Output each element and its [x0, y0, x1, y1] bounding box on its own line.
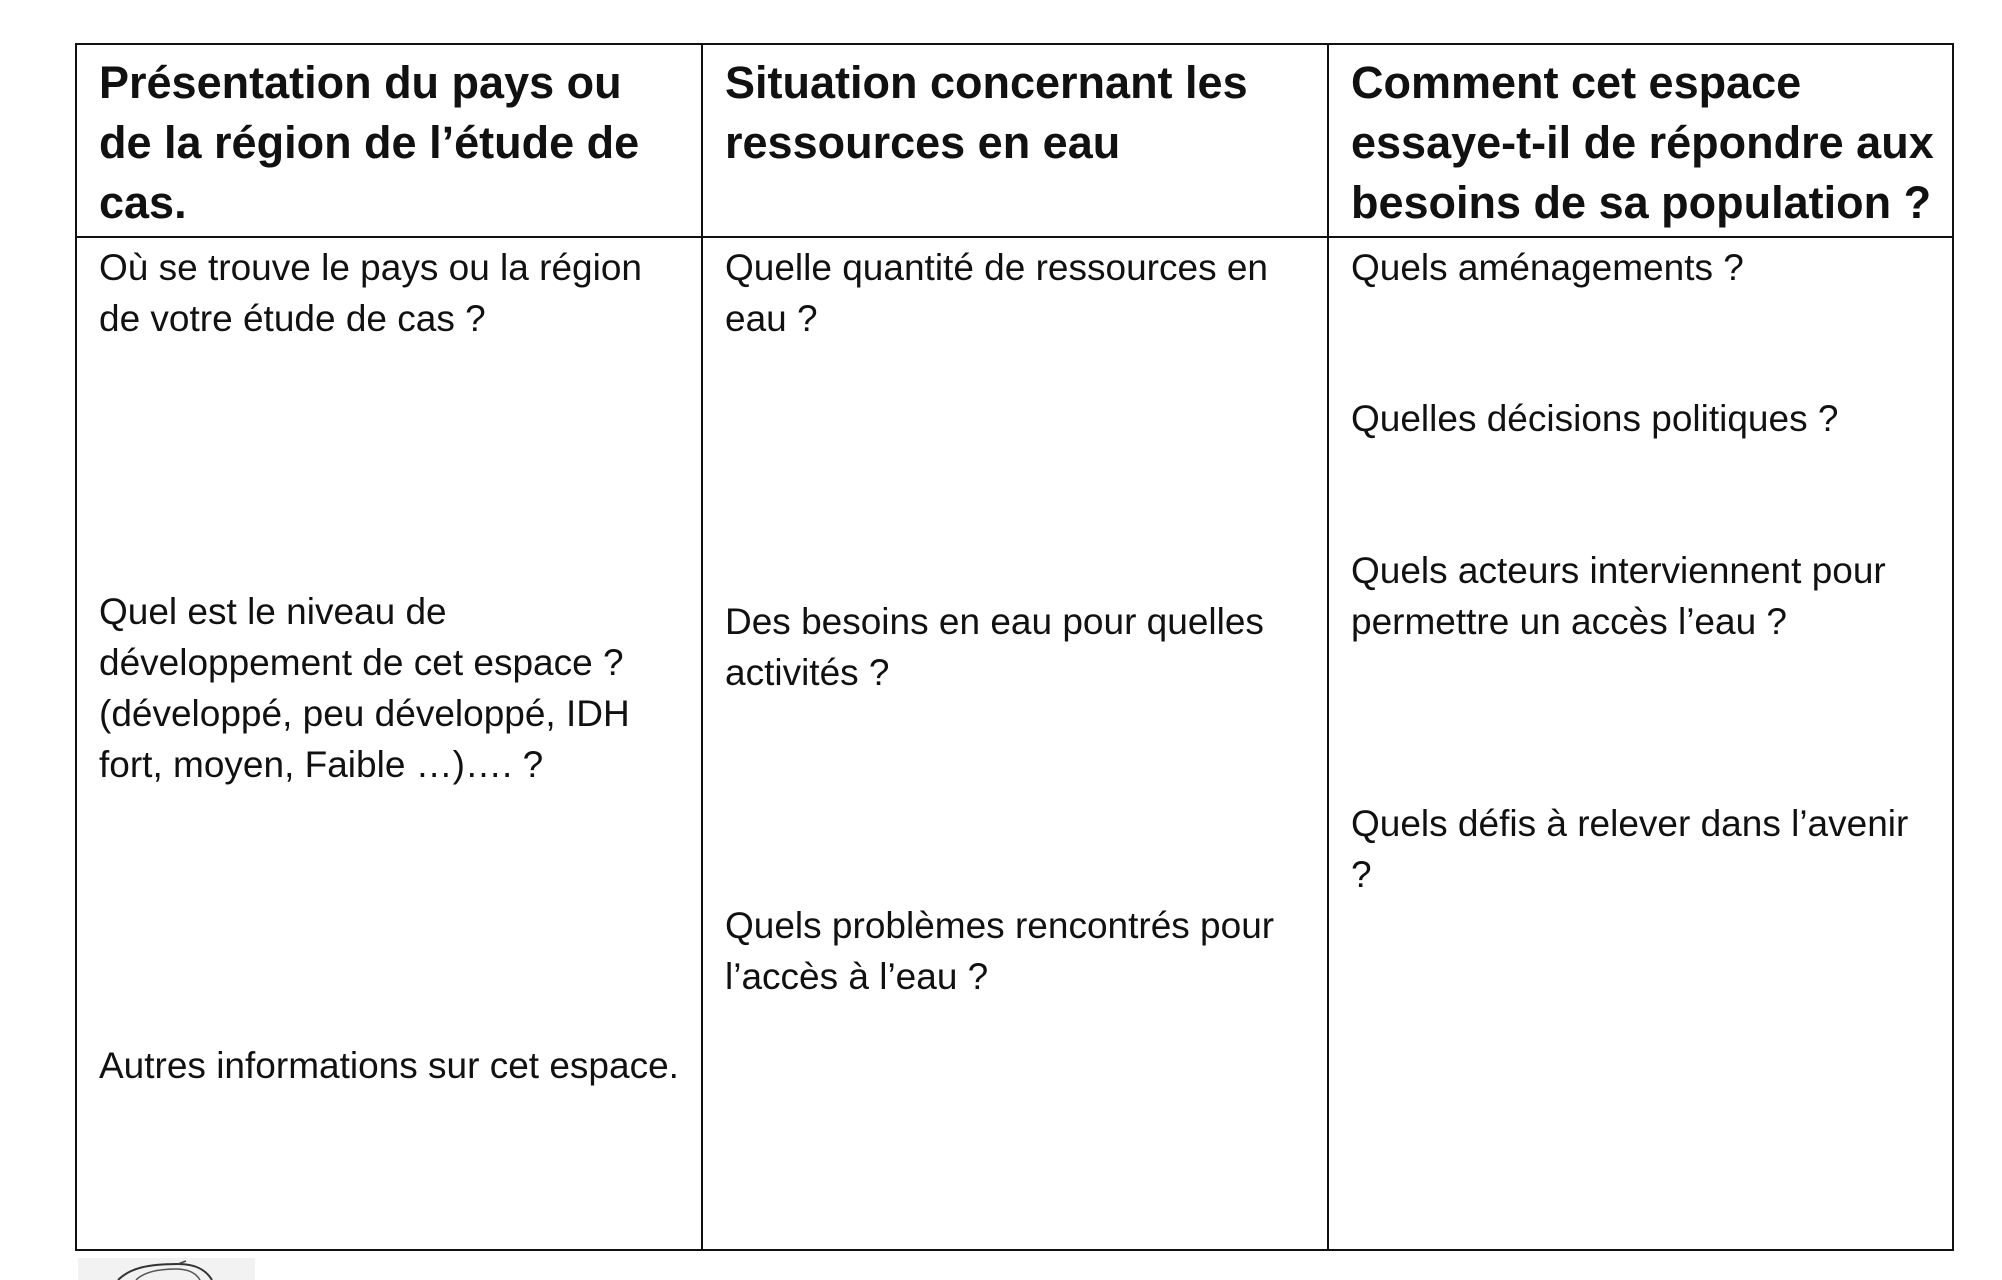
question-water-quantity: Quelle quantité de ressources en eau ? [725, 247, 1269, 339]
column-water-resources [702, 237, 1328, 1250]
question-other-info: Autres informations sur cet espace. [99, 1045, 679, 1086]
question-actors: Quels acteurs interviennent pour permettre un accès l’eau ? [1351, 550, 1886, 642]
column-population-needs [1328, 237, 1953, 1250]
question-water-needs: Des besoins en eau pour quelles activités ? [725, 601, 1264, 693]
car-sketch-icon [78, 1258, 255, 1280]
case-study-table [75, 43, 1954, 1251]
column-country-presentation [76, 237, 702, 1250]
question-access-problems: Quels problèmes rencontrés pour l’accès à l’eau ? [725, 905, 1275, 997]
header-water-resources: Situation concernant les ressources en eau [702, 44, 1328, 237]
header-country-presentation: Présentation du pays ou de la région de l’étude de cas. [76, 44, 702, 237]
header-population-needs: Comment cet espace essaye-t-il de répondre aux besoins de sa population ? [1328, 44, 1953, 237]
question-political-decisions: Quelles décisions politiques ? [1351, 398, 1839, 439]
question-development-level: Quel est le niveau de développement de cet espace ? (développé, peu développé, IDH fort, moyen, Faible …)…. ? [99, 591, 630, 785]
question-location: Où se trouve le pays ou la région de votre étude de cas ? [99, 247, 642, 339]
body-row [76, 237, 1953, 1250]
header-row [76, 44, 1953, 237]
question-future-challenges: Quels défis à relever dans l’avenir ? [1351, 803, 1909, 895]
question-developments: Quels aménagements ? [1351, 247, 1744, 288]
